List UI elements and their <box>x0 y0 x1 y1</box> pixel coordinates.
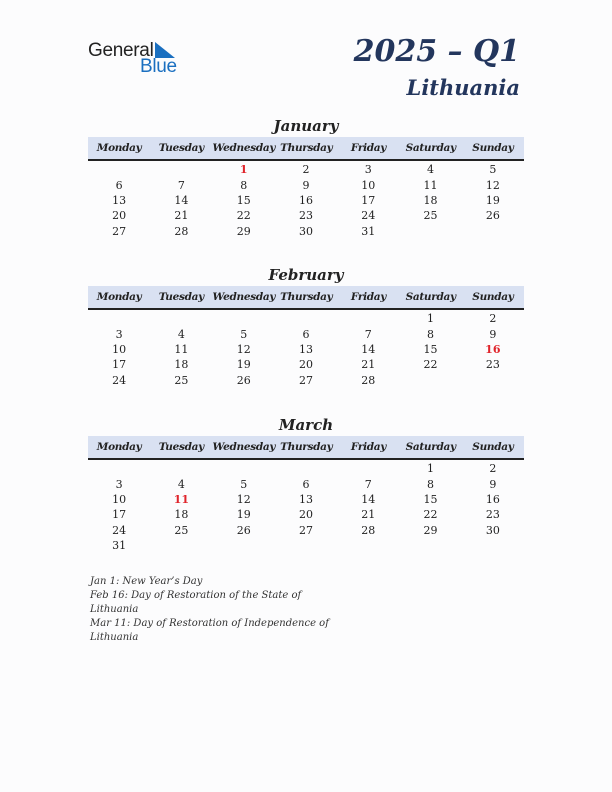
day-cell: 3 <box>364 163 372 177</box>
weekday-label: Sunday <box>472 291 514 303</box>
day-cell: 5 <box>489 163 497 177</box>
day-cell: 8 <box>427 477 435 491</box>
page-title: 2025 – Q1 <box>353 34 520 69</box>
day-cell: 16 <box>485 492 500 506</box>
day-cell: 22 <box>423 508 438 522</box>
day-cell: 10 <box>361 178 376 192</box>
day-cell: 25 <box>423 209 438 223</box>
day-cell: 2 <box>302 163 310 177</box>
day-cell: 21 <box>361 508 376 522</box>
week-row <box>88 357 524 372</box>
day-cell: 4 <box>177 327 185 341</box>
day-cell: 21 <box>361 358 376 372</box>
holiday-note: Lithuania <box>90 632 139 643</box>
month-name: February <box>268 266 344 284</box>
weekday-label: Tuesday <box>158 142 204 154</box>
weekday-header <box>88 436 524 460</box>
day-cell: 29 <box>236 224 251 238</box>
day-cell: 22 <box>236 209 251 223</box>
weekday-label: Friday <box>350 142 387 154</box>
day-cell: 18 <box>423 193 438 207</box>
day-cell: 23 <box>485 508 500 522</box>
day-cell: 5 <box>240 477 248 491</box>
weekday-label: Sunday <box>472 142 514 154</box>
week-row <box>88 373 524 388</box>
day-cell: 15 <box>423 342 438 356</box>
weekday-label: Tuesday <box>158 441 204 453</box>
day-cell: 9 <box>302 178 310 192</box>
week-row <box>88 162 524 177</box>
day-cell: 24 <box>361 209 376 223</box>
weekday-label: Monday <box>96 291 142 303</box>
day-cell: 23 <box>485 358 500 372</box>
day-cell: 31 <box>112 539 127 553</box>
day-cell: 10 <box>112 342 127 356</box>
day-cell: 14 <box>361 492 376 506</box>
day-cell: 3 <box>115 477 123 491</box>
day-cell: 12 <box>485 178 500 192</box>
country-name: Lithuania <box>406 75 520 100</box>
logo-blue-text: Blue <box>140 56 177 77</box>
week-row <box>88 311 524 326</box>
day-cell: 1 <box>427 312 435 326</box>
day-cell: 12 <box>236 342 251 356</box>
day-cell: 19 <box>236 508 251 522</box>
day-cell: 20 <box>298 508 313 522</box>
weekday-label: Thursday <box>280 291 333 303</box>
weekday-header <box>88 286 524 310</box>
weekday-label: Tuesday <box>158 291 204 303</box>
logo-general-text: General <box>88 40 154 61</box>
day-cell: 7 <box>364 327 372 341</box>
day-cell: 16 <box>298 193 313 207</box>
weekday-label: Thursday <box>280 441 333 453</box>
weekday-label: Saturday <box>405 441 456 453</box>
week-row <box>88 507 524 522</box>
day-cell: 28 <box>174 224 189 238</box>
week-row <box>88 538 524 553</box>
day-cell: 8 <box>240 178 248 192</box>
day-cell: 14 <box>174 193 189 207</box>
day-cell: 8 <box>427 327 435 341</box>
day-cell: 20 <box>298 358 313 372</box>
weekday-label: Friday <box>350 291 387 303</box>
day-cell: 2 <box>489 312 497 326</box>
month-name: March <box>278 416 334 434</box>
day-cell: 23 <box>298 209 313 223</box>
day-cell: 12 <box>236 492 251 506</box>
holiday-note: Mar 11: Day of Restoration of Independence of <box>90 618 329 629</box>
week-row <box>88 177 524 192</box>
day-cell: 6 <box>115 178 123 192</box>
day-cell: 17 <box>361 193 376 207</box>
day-cell: 5 <box>240 327 248 341</box>
weekday-label: Sunday <box>472 441 514 453</box>
day-cell: 11 <box>423 178 438 192</box>
day-cell: 7 <box>364 477 372 491</box>
day-cell: 20 <box>112 209 127 223</box>
day-cell: 13 <box>298 492 313 506</box>
holiday-note: Feb 16: Day of Restoration of the State of Lithuania <box>90 590 302 615</box>
weekday-label: Friday <box>350 441 387 453</box>
generalblue-logo <box>88 40 188 80</box>
day-cell: 9 <box>489 477 497 491</box>
week-row <box>88 326 524 341</box>
day-cell: 9 <box>489 327 497 341</box>
holiday-notes <box>90 575 350 645</box>
day-cell: 30 <box>298 224 313 238</box>
day-cell: 4 <box>177 477 185 491</box>
day-cell: 31 <box>361 224 376 238</box>
weekday-label: Monday <box>96 142 142 154</box>
week-row <box>88 342 524 357</box>
day-cell: 6 <box>302 477 310 491</box>
month-march <box>88 415 524 553</box>
day-cell: 24 <box>112 373 127 387</box>
week-row <box>88 476 524 491</box>
day-cell: 27 <box>298 523 313 537</box>
day-cell: 21 <box>174 209 189 223</box>
day-cell: 17 <box>112 358 127 372</box>
week-row <box>88 193 524 208</box>
day-cell: 27 <box>298 373 313 387</box>
day-cell: 7 <box>177 178 185 192</box>
week-row <box>88 523 524 538</box>
day-cell: 18 <box>174 508 189 522</box>
day-cell: 26 <box>236 373 251 387</box>
day-cell: 15 <box>423 492 438 506</box>
day-cell: 13 <box>112 193 127 207</box>
day-cell: 26 <box>485 209 500 223</box>
day-cell: 14 <box>361 342 376 356</box>
week-row <box>88 224 524 239</box>
day-cell: 17 <box>112 508 127 522</box>
day-cell: 1 <box>427 462 435 476</box>
day-cell: 19 <box>236 358 251 372</box>
day-cell: 30 <box>485 523 500 537</box>
holiday-day-cell: 1 <box>239 163 248 177</box>
weekday-header <box>88 137 524 161</box>
weekday-label: Wednesday <box>212 291 276 303</box>
weekday-label: Saturday <box>405 142 456 154</box>
month-february <box>88 265 524 388</box>
weekday-label: Thursday <box>280 142 333 154</box>
weekday-label: Wednesday <box>212 441 276 453</box>
week-row <box>88 208 524 223</box>
day-cell: 10 <box>112 492 127 506</box>
day-cell: 26 <box>236 523 251 537</box>
day-cell: 19 <box>485 193 500 207</box>
day-cell: 22 <box>423 358 438 372</box>
week-row <box>88 492 524 507</box>
weekday-label: Wednesday <box>212 142 276 154</box>
month-january <box>88 116 524 239</box>
day-cell: 15 <box>236 193 251 207</box>
week-row <box>88 461 524 476</box>
day-cell: 18 <box>174 358 189 372</box>
day-cell: 3 <box>115 327 123 341</box>
month-name: January <box>273 117 339 135</box>
day-cell: 25 <box>174 373 189 387</box>
day-cell: 2 <box>489 462 497 476</box>
day-cell: 6 <box>302 327 310 341</box>
day-cell: 28 <box>361 373 376 387</box>
weekday-label: Monday <box>96 441 142 453</box>
holiday-day-cell: 11 <box>173 492 190 506</box>
day-cell: 25 <box>174 523 189 537</box>
day-cell: 24 <box>112 523 127 537</box>
day-cell: 28 <box>361 523 376 537</box>
day-cell: 13 <box>298 342 313 356</box>
day-cell: 29 <box>423 523 438 537</box>
holiday-note: Jan 1: New Year’s Day <box>90 576 203 587</box>
day-cell: 11 <box>174 342 189 356</box>
day-cell: 4 <box>427 163 435 177</box>
weekday-label: Saturday <box>405 291 456 303</box>
day-cell: 27 <box>112 224 127 238</box>
holiday-day-cell: 16 <box>485 342 501 356</box>
